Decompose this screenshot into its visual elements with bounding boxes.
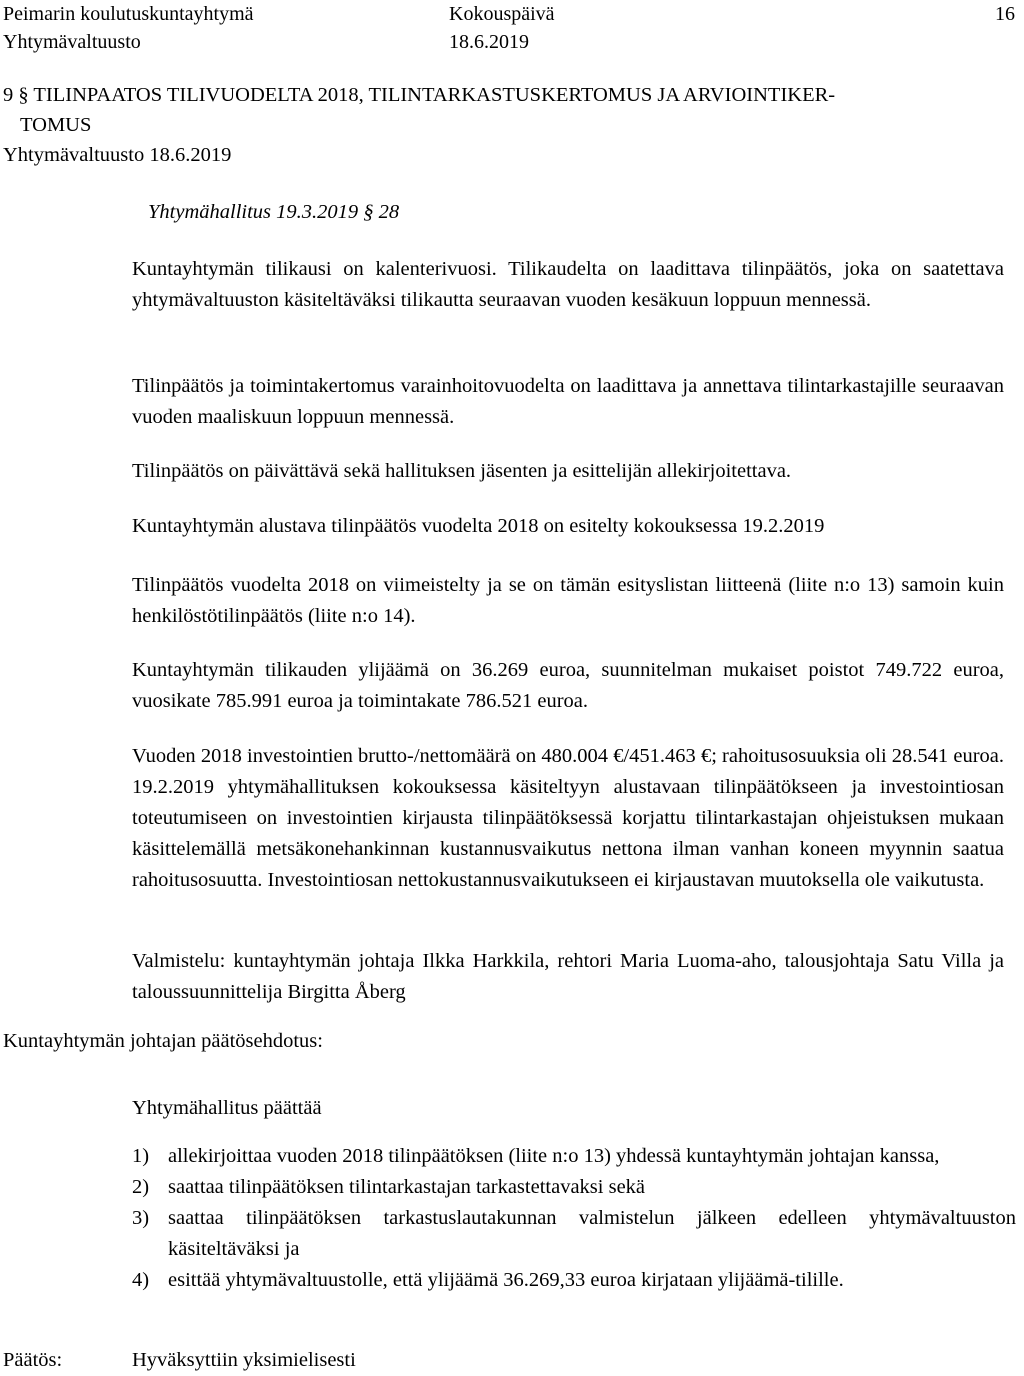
section-title: 9 § TILINPAATOS TILIVUODELTA 2018, TILINTARKASTUSKERTOMUS JA ARVIOINTIKER- <box>3 84 836 106</box>
list-item-number: 2) <box>132 1176 150 1198</box>
decision-label: Päätös: <box>3 1349 63 1371</box>
paragraph-investments: Vuoden 2018 investointien brutto-/nettomäärä on 480.004 €/451.463 €; rahoitusosuuksia oli 28.541 euroa. 19.2.2019 yhtymähallituksen kokouksessa käsiteltyyn alustavaan tilinpäätökseen ja investointiosan toteutumiseen on investointien kirjausta tilinpäätöksessä korjattu tilintarkastajan ohjeistuksen mukaan käsittelemällä metsäkonehankinnan kustannusvaikutus nettona ilman vanhan koneen myynnin saatua rahoitusosuutta. Investointiosan nettokustannusvaikutukseen ei kirjaustavan muutoksella ole vaikutusta. <box>132 745 1004 891</box>
paragraph-auditors: Tilinpäätös ja toimintakertomus varainhoitovuodelta on laadittava ja annettava tilintarkastajille seuraavan vuoden maaliskuun loppuun mennessä. <box>132 375 1004 428</box>
decision-text: Hyväksyttiin yksimielisesti <box>132 1349 356 1371</box>
list-item-number: 3) <box>132 1207 150 1229</box>
list-item <box>132 1141 1016 1172</box>
proposal-label: Kuntayhtymän johtajan päätösehdotus: <box>3 1030 323 1052</box>
list-item <box>132 1203 1016 1265</box>
meeting-line: Yhtymävaltuusto 18.6.2019 <box>3 144 232 166</box>
proposal-list <box>132 1141 1016 1296</box>
header-date: 18.6.2019 <box>449 31 529 53</box>
board-reference: Yhtymähallitus 19.3.2019 § 28 <box>148 201 400 223</box>
paragraph-attachments: Tilinpäätös vuodelta 2018 on viimeistelty ja se on tämän esityslistan liitteenä (liite n:o 13) samoin kuin henkilöstötilinpäätös (liite n:o 14). <box>132 574 1004 627</box>
list-item <box>132 1265 1016 1296</box>
paragraph-signatures: Tilinpäätös on päivättävä sekä hallituksen jäsenten ja esittelijän allekirjoitettava. <box>132 460 792 482</box>
paragraph-fiscal-year: Kuntayhtymän tilikausi on kalenterivuosi. Tilikaudelta on laadittava tilinpäätös, joka on saatettava yhtymävaltuuston käsiteltäväksi tilikautta seuraavan vuoden kesäkuun loppuun mennessä. <box>132 258 1004 311</box>
list-item-number: 4) <box>132 1269 150 1291</box>
list-item-text: saattaa tilinpäätöksen tarkastuslautakunnan valmistelun jälkeen edelleen yhtymävaltuuston käsiteltäväksi ja <box>168 1207 1016 1260</box>
list-item-number: 1) <box>132 1145 150 1167</box>
paragraph-preparation: Valmistelu: kuntayhtymän johtaja Ilkka Harkkila, rehtori Maria Luoma-aho, talousjohtaja Satu Villa ja taloussuunnittelija Birgitta Åberg <box>132 950 1004 1003</box>
list-item <box>132 1172 1016 1203</box>
proposal-intro: Yhtymähallitus päättää <box>132 1097 322 1119</box>
paragraph-preliminary: Kuntayhtymän alustava tilinpäätös vuodelta 2018 on esitelty kokouksessa 19.2.2019 <box>132 515 825 537</box>
list-item-text: esittää yhtymävaltuustolle, että ylijäämä 36.269,33 euroa kirjataan ylijäämä-tilille. <box>168 1269 844 1291</box>
paragraph-surplus: Kuntayhtymän tilikauden ylijäämä on 36.269 euroa, suunnitelman mukaiset poistot 749.722 euroa, vuosikate 785.991 euroa ja toimintakate 786.521 euroa. <box>132 659 1004 712</box>
list-item-text: saattaa tilinpäätöksen tilintarkastajan tarkastettavaksi sekä <box>168 1176 646 1198</box>
page-number: 16 <box>995 3 1015 25</box>
list-item-text: allekirjoittaa vuoden 2018 tilinpäätöksen (liite n:o 13) yhdessä kuntayhtymän johtajan kanssa, <box>168 1145 940 1167</box>
section-title-continuation: TOMUS <box>20 114 92 136</box>
header-organization: Peimarin koulutuskuntayhtymä <box>3 3 254 25</box>
header-date-label: Kokouspäivä <box>449 3 555 25</box>
header-body: Yhtymävaltuusto <box>3 31 141 53</box>
